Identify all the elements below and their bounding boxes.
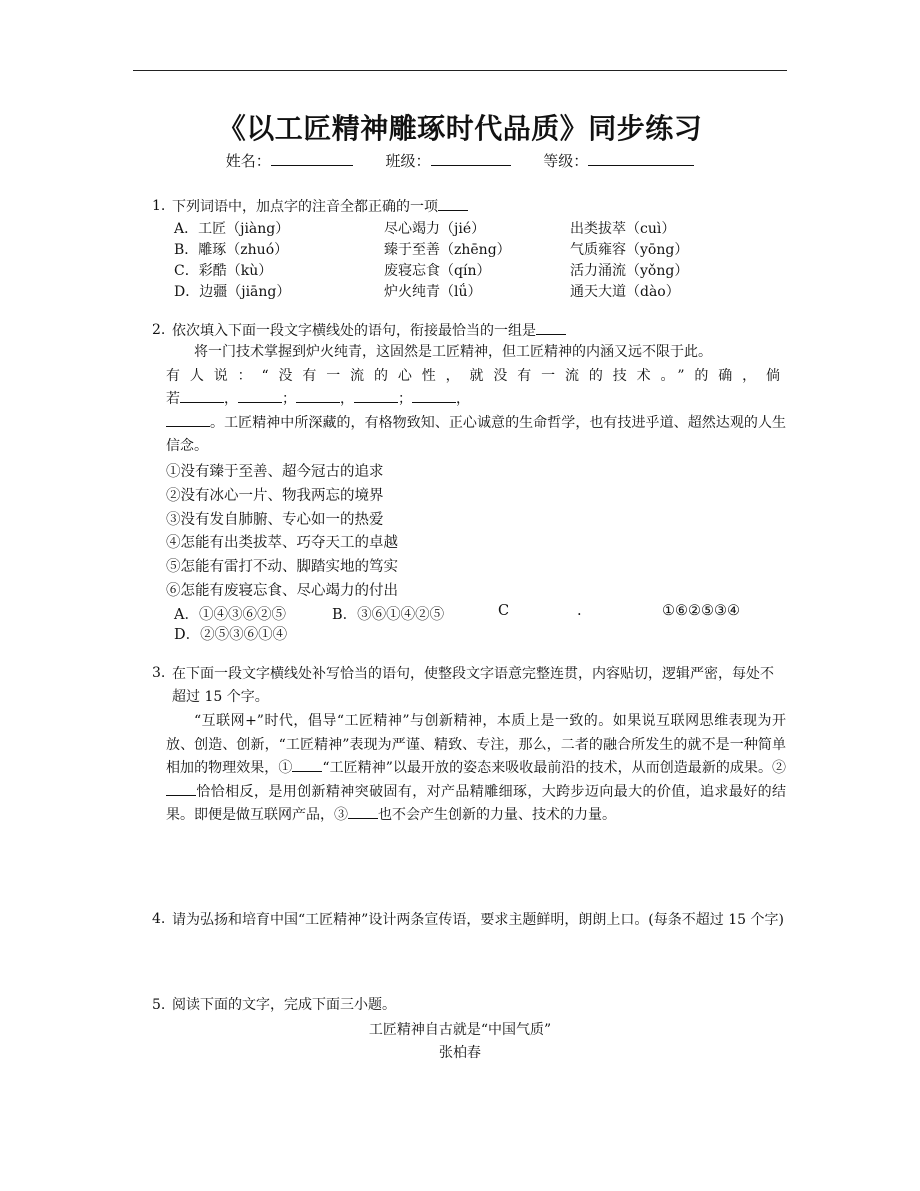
answer-blank[interactable]: [438, 196, 468, 211]
question-number: 2.: [152, 322, 166, 338]
article-title: 工匠精神自古就是“中国气质”: [368, 1022, 552, 1038]
punct: ，: [456, 391, 470, 407]
q2-option-a: A．①④③⑥②⑤: [174, 607, 286, 623]
punct: ，: [340, 391, 354, 407]
option-b-1: B．雕琢（zhuó）: [174, 242, 289, 258]
q2-option-d: D．②⑤③⑥①④: [174, 627, 288, 643]
q2-item-6: ⑥怎能有废寝忘食、尽心竭力的付出: [166, 583, 398, 599]
option-b-2: 臻于至善（zhēng）: [384, 242, 511, 258]
fill-blank-1[interactable]: [180, 388, 224, 403]
option-a-2: 尽心竭力（jié）: [384, 221, 486, 237]
text-fragment: “工匠精神”以最开放的姿态来吸收最前沿的技术，从而创造最新的成果。②: [322, 760, 787, 776]
q2-item-1: ①没有臻于至善、超今冠古的追求: [166, 464, 384, 480]
grade-field[interactable]: [588, 150, 694, 166]
class-field[interactable]: [431, 150, 511, 166]
question-number: 4.: [152, 911, 166, 927]
option-c-3: 活力涌流（yǒng）: [570, 263, 689, 279]
fill-blank-1[interactable]: [292, 757, 322, 772]
article-author: 张柏春: [439, 1045, 481, 1061]
q2-passage-line-4: [166, 412, 786, 458]
option-a-3: 出类拔萃（cuì）: [570, 221, 676, 237]
option-d-3: 通天大道（dào）: [570, 284, 680, 300]
q2-passage-line-2: 有人说：“没有一流的心性，就没有一流的技术。”的确，倘: [166, 368, 786, 384]
punct: ；: [398, 391, 412, 407]
text-fragment: 。工匠精神中所深藏的，有格物致知、正心诚意的生命哲学，也有技进乎道、超然达观的人生信念。: [166, 415, 786, 454]
class-label: 班级：: [385, 152, 431, 170]
option-d-2: 炉火纯青（lǘ）: [384, 284, 482, 300]
question-stem: 在下面一段文字横线处补写恰当的语句，使整段文字语意完整连贯，内容贴切，逻辑严密，每处不超过 15 个字。: [172, 666, 774, 705]
punct: ；: [282, 391, 296, 407]
question-stem: 请为弘扬和培育中国“工匠精神”设计两条宣传语，要求主题鲜明，朗朗上口。(每条不超过 15 个字): [172, 912, 784, 928]
q2-option-b: B．③⑥①④②⑤: [332, 607, 445, 623]
option-b-3: 气质雍容（yōng）: [570, 242, 689, 258]
option-c-1: C．彩酷（kù）: [174, 263, 273, 279]
q2-option-c: ①⑥②⑤③④: [662, 603, 740, 619]
fill-blank-4[interactable]: [354, 388, 398, 403]
text-fragment: 也不会产生创新的力量、技术的力量。: [378, 807, 616, 823]
q2-passage-line-1: 将一门技术掌握到炉火纯青，这固然是工匠精神，但工匠精神的内涵又远不限于此。: [194, 344, 712, 360]
q2-item-2: ②没有冰心一片、物我两忘的境界: [166, 488, 384, 504]
fill-blank-6[interactable]: [166, 412, 210, 427]
fill-blank-2[interactable]: [238, 388, 282, 403]
page-title: 《以工匠精神雕琢时代品质》同步练习: [217, 112, 703, 145]
option-a-1: A．工匠（jiàng）: [174, 221, 290, 237]
question-number: 3.: [152, 665, 166, 681]
option-c-2: 废寝忘食（qín）: [384, 263, 491, 279]
q2-option-c-dot: .: [577, 603, 582, 619]
grade-label: 等级：: [543, 152, 589, 170]
q2-passage-line-3: [166, 388, 786, 412]
top-rule: [133, 70, 787, 71]
q2-item-4: ④怎能有出类拔萃、巧夺天工的卓越: [166, 535, 398, 551]
name-label: 姓名：: [225, 152, 271, 170]
fill-blank-5[interactable]: [412, 388, 456, 403]
student-info: [0, 150, 920, 171]
text-fragment: 若: [166, 391, 180, 407]
question-number: 5.: [152, 997, 166, 1013]
text-fragment: 恰恰相反，是用创新精神突破固有，对产品精雕细琢，大跨步迈向最大的价值，追求最好的结果。即便是做互联网产品，③: [166, 783, 786, 823]
text-fragment: “互联网+”时代，倡导“工匠精神”与创新精神，本质上是一致的。如果说互联网思维表现为开放、创造、创新，“工匠精神”表现为严谨、精致、专注，那么，二者的融合所发生的就不是一种简单相加的物理效果，①: [166, 713, 786, 776]
q3-passage: [166, 710, 786, 828]
option-d-1: D．边疆（jiāng）: [174, 284, 291, 300]
fill-blank-2[interactable]: [166, 781, 196, 796]
question-stem: 下列词语中，加点字的注音全都正确的一项: [172, 199, 438, 215]
q2-item-3: ③没有发自肺腑、专心如一的热爱: [166, 512, 384, 528]
name-field[interactable]: [271, 150, 353, 166]
q2-option-c-letter: C: [498, 603, 510, 619]
punct: ，: [224, 391, 238, 407]
answer-blank[interactable]: [536, 320, 566, 335]
question-stem: 依次填入下面一段文字横线处的语句，衔接最恰当的一组是: [172, 323, 536, 339]
question-stem: 阅读下面的文字，完成下面三小题。: [172, 997, 396, 1013]
question-number: 1.: [152, 198, 166, 214]
q2-item-5: ⑤怎能有雷打不动、脚踏实地的笃实: [166, 559, 398, 575]
fill-blank-3[interactable]: [348, 804, 378, 819]
fill-blank-3[interactable]: [296, 388, 340, 403]
